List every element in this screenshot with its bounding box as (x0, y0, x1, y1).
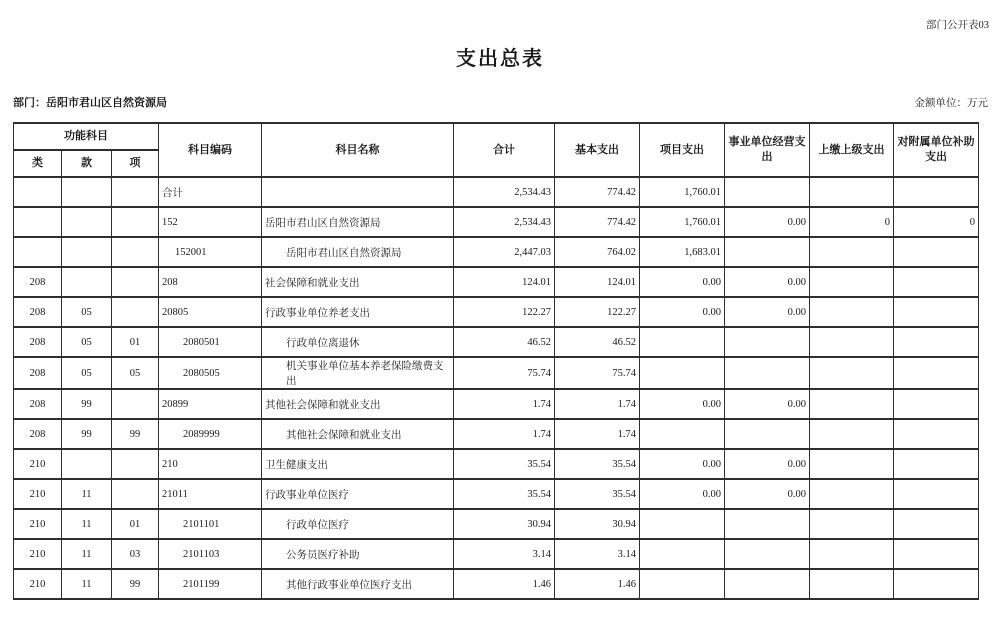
cell-basic: 774.42 (555, 177, 640, 207)
cell-total: 1.74 (454, 389, 555, 419)
cell-business: 0.00 (725, 449, 810, 479)
header-subject-code: 科目编码 (159, 123, 262, 177)
cell-xiang: 01 (112, 327, 159, 357)
cell-business: 0.00 (725, 297, 810, 327)
cell-kuan: 99 (62, 389, 112, 419)
cell-upper (810, 449, 894, 479)
cell-lei: 210 (14, 449, 62, 479)
cell-project: 1,683.01 (640, 237, 725, 267)
cell-code: 合计 (159, 177, 262, 207)
cell-total: 46.52 (454, 327, 555, 357)
cell-basic: 122.27 (555, 297, 640, 327)
table-row (14, 297, 979, 327)
cell-lei: 208 (14, 419, 62, 449)
cell-upper (810, 389, 894, 419)
cell-lei: 208 (14, 389, 62, 419)
page-title: 支出总表 (456, 48, 544, 70)
cell-total: 2,534.43 (454, 207, 555, 237)
cell-code: 208 (159, 267, 262, 297)
cell-lei: 208 (14, 327, 62, 357)
cell-lei: 208 (14, 297, 62, 327)
cell-code: 2080505 (159, 357, 262, 389)
cell-xiang (112, 207, 159, 237)
cell-basic: 1.74 (555, 419, 640, 449)
cell-kuan (62, 177, 112, 207)
cell-business: 0.00 (725, 479, 810, 509)
cell-kuan: 05 (62, 357, 112, 389)
cell-project: 1,760.01 (640, 207, 725, 237)
cell-lei (14, 177, 62, 207)
header-upward-remittance: 上缴上级支出 (810, 123, 894, 177)
header-total: 合计 (454, 123, 555, 177)
cell-business (725, 569, 810, 599)
cell-xiang (112, 177, 159, 207)
cell-xiang: 99 (112, 419, 159, 449)
cell-total: 1.46 (454, 569, 555, 599)
cell-project (640, 327, 725, 357)
cell-xiang: 03 (112, 539, 159, 569)
cell-subsidy (894, 419, 979, 449)
table-row (14, 479, 979, 509)
cell-basic: 1.74 (555, 389, 640, 419)
cell-code: 210 (159, 449, 262, 479)
cell-basic: 124.01 (555, 267, 640, 297)
expenditure-table (13, 122, 979, 600)
table-row (14, 389, 979, 419)
cell-code: 152001 (159, 237, 262, 267)
cell-kuan (62, 267, 112, 297)
cell-name: 行政单位医疗 (262, 509, 454, 539)
cell-total: 2,534.43 (454, 177, 555, 207)
cell-kuan: 11 (62, 539, 112, 569)
cell-name: 行政事业单位医疗 (262, 479, 454, 509)
cell-lei: 210 (14, 569, 62, 599)
header-category: 类 (14, 150, 62, 177)
cell-kuan: 99 (62, 419, 112, 449)
cell-subsidy (894, 177, 979, 207)
cell-subsidy (894, 479, 979, 509)
cell-upper (810, 539, 894, 569)
cell-code: 20805 (159, 297, 262, 327)
header-item: 项 (112, 150, 159, 177)
cell-project: 0.00 (640, 389, 725, 419)
table-row (14, 419, 979, 449)
cell-basic: 3.14 (555, 539, 640, 569)
cell-basic: 75.74 (555, 357, 640, 389)
cell-lei: 210 (14, 509, 62, 539)
cell-kuan: 11 (62, 479, 112, 509)
cell-total: 30.94 (454, 509, 555, 539)
cell-subsidy (894, 267, 979, 297)
cell-subsidy (894, 327, 979, 357)
cell-total: 75.74 (454, 357, 555, 389)
table-row (14, 539, 979, 569)
cell-lei: 208 (14, 267, 62, 297)
cell-kuan: 05 (62, 327, 112, 357)
cell-upper (810, 509, 894, 539)
cell-basic: 30.94 (555, 509, 640, 539)
cell-name: 行政事业单位养老支出 (262, 297, 454, 327)
header-section: 款 (62, 150, 112, 177)
cell-lei: 210 (14, 539, 62, 569)
cell-code: 2080501 (159, 327, 262, 357)
cell-name: 其他社会保障和就业支出 (262, 419, 454, 449)
cell-lei: 208 (14, 357, 62, 389)
cell-kuan: 05 (62, 297, 112, 327)
table-row (14, 569, 979, 599)
cell-code: 20899 (159, 389, 262, 419)
cell-upper (810, 327, 894, 357)
cell-code: 152 (159, 207, 262, 237)
cell-name: 机关事业单位基本养老保险缴费支出 (262, 357, 454, 389)
cell-business: 0.00 (725, 267, 810, 297)
cell-subsidy: 0 (894, 207, 979, 237)
cell-xiang: 99 (112, 569, 159, 599)
cell-upper: 0 (810, 207, 894, 237)
cell-upper (810, 237, 894, 267)
cell-name: 岳阳市君山区自然资源局 (262, 207, 454, 237)
cell-total: 2,447.03 (454, 237, 555, 267)
cell-upper (810, 297, 894, 327)
cell-kuan (62, 449, 112, 479)
cell-name: 公务员医疗补助 (262, 539, 454, 569)
cell-kuan (62, 207, 112, 237)
cell-kuan: 11 (62, 569, 112, 599)
cell-lei (14, 237, 62, 267)
cell-basic: 1.46 (555, 569, 640, 599)
cell-subsidy (894, 237, 979, 267)
cell-total: 124.01 (454, 267, 555, 297)
cell-subsidy (894, 539, 979, 569)
cell-name (262, 177, 454, 207)
cell-business (725, 509, 810, 539)
cell-code: 2101199 (159, 569, 262, 599)
cell-basic: 774.42 (555, 207, 640, 237)
cell-name: 其他社会保障和就业支出 (262, 389, 454, 419)
cell-xiang (112, 449, 159, 479)
cell-project (640, 569, 725, 599)
cell-name: 其他行政事业单位医疗支出 (262, 569, 454, 599)
cell-basic: 35.54 (555, 449, 640, 479)
cell-code: 2089999 (159, 419, 262, 449)
cell-project (640, 539, 725, 569)
cell-name: 社会保障和就业支出 (262, 267, 454, 297)
cell-project (640, 419, 725, 449)
table-row (14, 177, 979, 207)
cell-subsidy (894, 297, 979, 327)
cell-project: 0.00 (640, 297, 725, 327)
cell-kuan (62, 237, 112, 267)
cell-project: 1,760.01 (640, 177, 725, 207)
table-row (14, 357, 979, 389)
table-row (14, 449, 979, 479)
cell-basic: 35.54 (555, 479, 640, 509)
meta-row (13, 94, 988, 110)
cell-business (725, 327, 810, 357)
cell-basic: 764.02 (555, 237, 640, 267)
cell-upper (810, 267, 894, 297)
cell-total: 3.14 (454, 539, 555, 569)
cell-name: 岳阳市君山区自然资源局 (262, 237, 454, 267)
table-row (14, 237, 979, 267)
cell-xiang (112, 297, 159, 327)
amount-unit-label: 金额单位：万元 (914, 98, 988, 109)
cell-basic: 46.52 (555, 327, 640, 357)
table-row (14, 207, 979, 237)
doc-number-label: 部门公开表03 (926, 20, 989, 31)
cell-business (725, 539, 810, 569)
cell-upper (810, 569, 894, 599)
cell-business (725, 177, 810, 207)
cell-upper (810, 357, 894, 389)
department-label: 部门：岳阳市君山区自然资源局 (13, 97, 167, 109)
cell-business (725, 419, 810, 449)
cell-project (640, 509, 725, 539)
cell-xiang (112, 389, 159, 419)
header-business-operation-expenditure: 事业单位经营支出 (725, 123, 810, 177)
header-functional-subject: 功能科目 (14, 123, 159, 150)
cell-code: 21011 (159, 479, 262, 509)
cell-xiang: 01 (112, 509, 159, 539)
header-subject-name: 科目名称 (262, 123, 454, 177)
table-body (14, 177, 979, 599)
table-row (14, 327, 979, 357)
cell-business: 0.00 (725, 207, 810, 237)
cell-code: 2101101 (159, 509, 262, 539)
cell-kuan: 11 (62, 509, 112, 539)
cell-xiang (112, 237, 159, 267)
cell-xiang (112, 479, 159, 509)
cell-total: 1.74 (454, 419, 555, 449)
cell-name: 行政单位离退休 (262, 327, 454, 357)
cell-subsidy (894, 509, 979, 539)
cell-project: 0.00 (640, 267, 725, 297)
table-row (14, 509, 979, 539)
header-row-1 (14, 123, 979, 150)
table-row (14, 267, 979, 297)
cell-project: 0.00 (640, 449, 725, 479)
cell-business (725, 357, 810, 389)
cell-upper (810, 479, 894, 509)
header-basic-expenditure: 基本支出 (555, 123, 640, 177)
cell-total: 122.27 (454, 297, 555, 327)
header-subsidy-to-affiliates: 对附属单位补助支出 (894, 123, 979, 177)
cell-total: 35.54 (454, 449, 555, 479)
cell-business (725, 237, 810, 267)
table-header (14, 123, 979, 177)
cell-xiang (112, 267, 159, 297)
cell-upper (810, 177, 894, 207)
cell-project: 0.00 (640, 479, 725, 509)
cell-name: 卫生健康支出 (262, 449, 454, 479)
cell-subsidy (894, 389, 979, 419)
cell-subsidy (894, 569, 979, 599)
header-project-expenditure: 项目支出 (640, 123, 725, 177)
cell-subsidy (894, 357, 979, 389)
cell-upper (810, 419, 894, 449)
cell-xiang: 05 (112, 357, 159, 389)
cell-lei: 210 (14, 479, 62, 509)
cell-subsidy (894, 449, 979, 479)
cell-lei (14, 207, 62, 237)
cell-project (640, 357, 725, 389)
cell-total: 35.54 (454, 479, 555, 509)
cell-business: 0.00 (725, 389, 810, 419)
cell-code: 2101103 (159, 539, 262, 569)
